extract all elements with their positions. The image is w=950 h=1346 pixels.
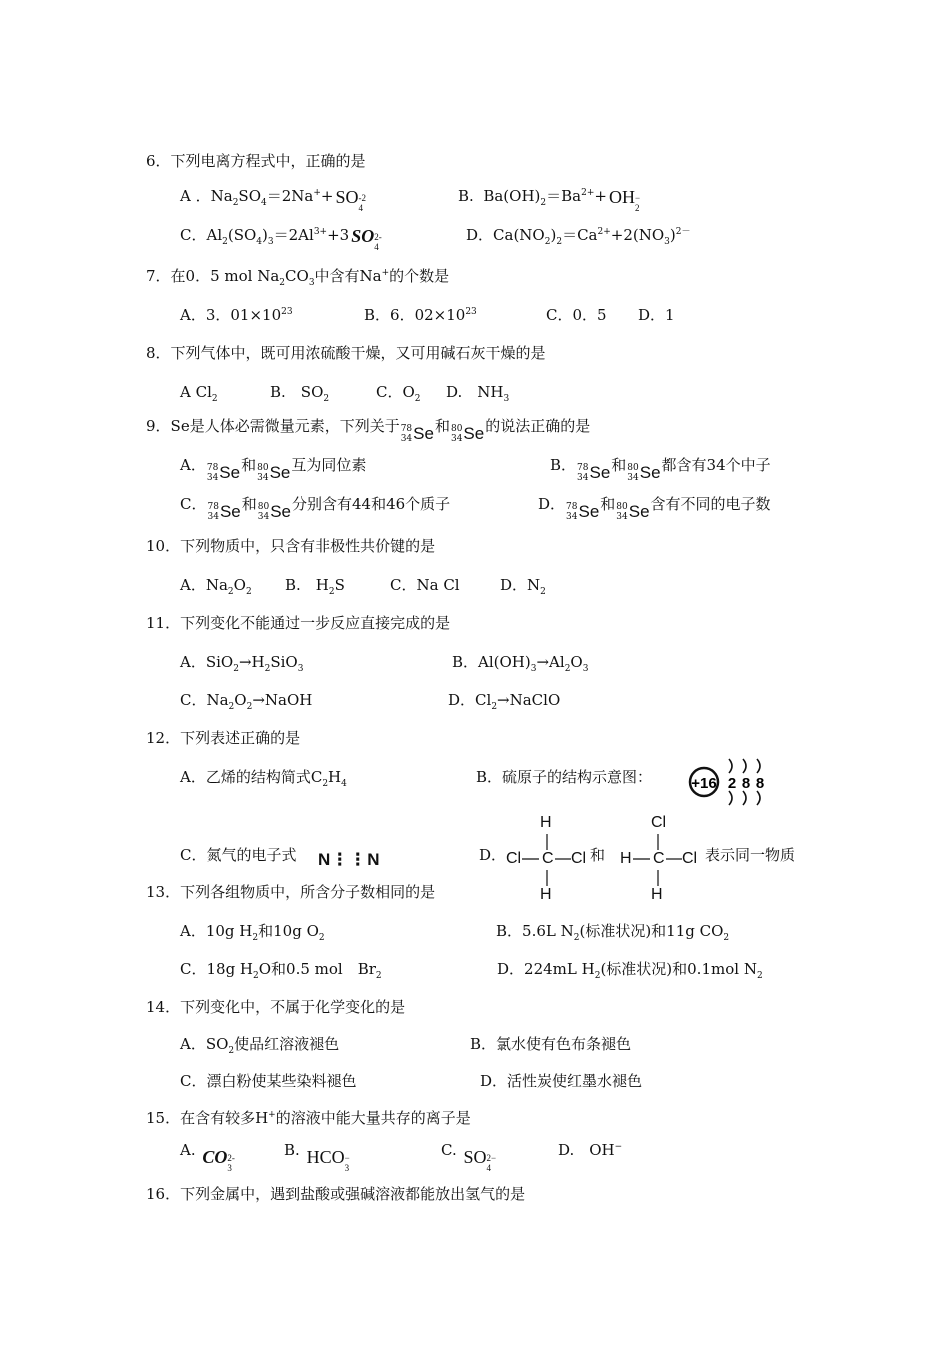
mol2-left: H [620,850,632,867]
mol2-bottom: H [651,886,663,903]
q11-option-c: C．$Na_2O_2\to NaOH$ [180,691,313,712]
q13-stem: 13．下列各组物质中，所含分子数相同的是 [146,883,436,901]
q14-stem: 14．下列变化中，不属于化学变化的是 [146,998,406,1016]
q9-option-c: C． 78 34 Se 和 80 34 Se 分别含有44和46个质子 [180,495,451,522]
carbonate-ion-formula: CO 2- 3 [202,1147,235,1173]
mol2-right: Cl [682,850,698,867]
q7-option-c: C．0．5 [546,306,607,324]
q6-option-d: D．$Ca(NO_2)_2=Ca^{2+}+2(NO_3)^{2-}$ [466,226,691,247]
q12-option-b: B．硫原子的结构示意图： [476,768,653,786]
mol1-top: H [540,814,552,831]
q13-option-c: C．18g $H_2O$和0.5 mol $Br_2$ [180,960,382,981]
mol1-center: C [542,850,554,867]
q9-option-b: B． 78 34 Se 和 80 34 Se 都含有34个中子 [550,456,771,483]
q15-option-b: B. HCO − 3 [284,1141,350,1173]
mol1-bottom: H [540,886,552,903]
se-78-isotope: 78 34 Se [400,424,434,444]
hydroxide-ion-formula: OH − 2 [608,187,641,213]
q13-option-a: A．10g $H_2$和10g $O_2$ [180,922,325,943]
sulfur-atom-diagram [688,756,783,808]
q12-option-d-label: D． [479,846,507,864]
q8-stem: 8．下列气体中，既可用浓硫酸干燥，又可用碱石灰干燥的是 [146,344,546,362]
bicarbonate-ion-formula: HCO − 3 [306,1147,350,1173]
q11-option-b: B．$Al(OH)_3\to Al_2O_3$ [452,653,589,674]
q7-option-a: A．3．$01\times 10^{23}$ [180,306,293,324]
q12-option-d-and: 和 [590,846,606,864]
q10-option-b: B. $H_2S$ [285,576,345,597]
q15-option-a: A. CO 2- 3 [180,1141,235,1173]
q9-stem: 9．Se是人体必需微量元素，下列关于 78 34 Se 和 80 34 Se 的说法正确的是 [146,417,591,444]
q15-stem: 15．在含有较多H+的溶液中能大量共存的离子是 [146,1109,471,1127]
q6-option-c: C．$Al_2(SO_4)_3=2Al^{3+}+3$ SO 2- 4 [180,226,382,252]
sulfate-ion-formula: SO 2- 4 [351,226,382,252]
q13-option-d: D．224mL $H_2$(标准状况)和0.1mol $N_2$ [497,960,763,981]
q7-option-d: D．1 [638,306,675,324]
q10-stem: 10．下列物质中，只含有非极性共价键的是 [146,537,436,555]
q6-option-b: B. $Ba(OH)_2=Ba^{2+}+$ OH − 2 [458,187,641,213]
atom-nucleus: +16 [691,775,717,792]
q12-option-d-text: 表示同一物质 [705,846,796,864]
q14-option-a: A．$SO_2$使品红溶液褪色 [180,1035,340,1056]
se-80-isotope: 80 34 Se [450,424,485,444]
q6-stem: 6．下列电离方程式中，正确的是 [146,152,366,170]
q11-option-a: A．$SiO_2\to H_2SiO_3$ [180,653,304,674]
q8-option-a: A $Cl_2$ [180,383,218,404]
atom-shell-3: 8 [755,775,765,792]
mol2-top: Cl [651,814,667,831]
q9-option-d: D． 78 34 Se 和 80 34 Se 含有不同的电子数 [538,495,771,522]
q6-option-a: A ．$Na_2SO_4=2Na^++$ SO -2 4 [180,187,366,213]
atom-shell-1: 2 [727,775,737,792]
q14-option-d: D．活性炭使红墨水褪色 [480,1072,643,1090]
mol2-center: C [653,850,665,867]
q16-stem: 16．下列金属中，遇到盐酸或强碱溶液都能放出氢气的是 [146,1185,526,1203]
q13-option-b: B．5.6L $N_2$(标准状况)和11g $CO_2$ [496,922,730,943]
q11-option-d: D．$Cl_2\to NaClO$ [448,691,561,712]
sulfate-ion-formula: SO -2 4 [335,187,366,213]
mol1-right: Cl [571,850,587,867]
q10-option-d: D．$N_2$ [500,576,546,597]
q14-option-c: C．漂白粉使某些染料褪色 [180,1072,357,1090]
q14-option-b: B．氯水使有色布条褪色 [470,1035,632,1053]
q12-option-c: C．氮气的电子式 [180,846,297,864]
q7-option-b: B．6．$02\times 10^{23}$ [364,306,477,324]
q10-option-a: A．$Na_2O_2$ [180,576,252,597]
q8-option-c: C．$O_2$ [376,383,421,404]
q7-stem: 7．在0．5 mol $Na_2CO_3$中含有Na+的个数是 [146,267,450,288]
nitrogen-electron-formula: N⋮⋮N [318,850,381,869]
sulfate-ion-formula: SO 2− 4 [463,1147,497,1173]
q9-option-a: A． 78 34 Se 和 80 34 Se 互为同位素 [180,456,367,483]
q11-stem: 11．下列变化不能通过一步反应直接完成的是 [146,614,451,632]
q10-option-c: C．Na Cl [390,576,460,594]
q12-stem: 12．下列表述正确的是 [146,729,301,747]
q15-option-d: D. OH− [558,1141,623,1159]
q12-option-a: A．乙烯的结构简式$C_2H_4$ [180,768,347,789]
q8-option-d: D. $NH_3$ [446,383,510,404]
q8-option-b: B. $SO_2$ [270,383,330,404]
atom-shell-2: 8 [741,775,751,792]
q15-option-c: C. SO 2− 4 [441,1141,497,1173]
mol1-left: Cl [506,850,522,867]
